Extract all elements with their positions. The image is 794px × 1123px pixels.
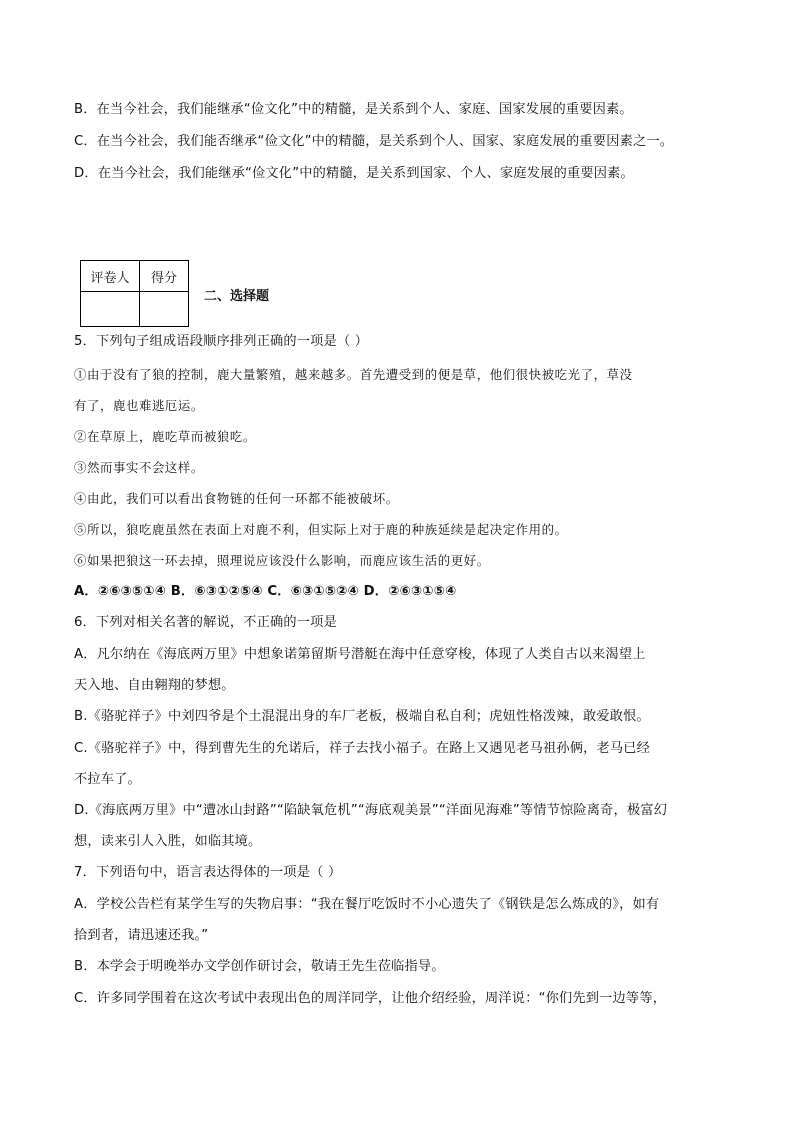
score-cell <box>140 292 189 327</box>
q6-option-a1: A．凡尔纳在《海底两万里》中想象诺第留斯号潜艇在海中任意穿梭，体现了人类自古以来渴望上 <box>74 647 646 662</box>
score-table <box>80 260 189 327</box>
q5-sentence-4: ④由此，我们可以看出食物链的任何一环都不能被破坏。 <box>74 491 399 506</box>
section-title: 二、选择题 <box>204 289 270 304</box>
q7-option-a1: A．学校公告栏有某学生写的失物启事：“我在餐厅吃饭时不小心遗失了《钢铁是怎么炼成的》，如有 <box>74 897 660 912</box>
score-header: 得分 <box>140 261 189 292</box>
q5-sentence-2: ②在草原上，鹿吃草而被狼吃。 <box>74 429 256 444</box>
q5-sentence-6: ⑥如果把狼这一环去掉，照理说应该没什么影响，而鹿应该生活的更好。 <box>74 553 490 568</box>
q7-option-c1: C．许多同学围着在这次考试中表现出色的周洋同学，让他介绍经验，周洋说：“你们先到一边等等， <box>74 991 667 1006</box>
q6-option-d2: 想，读来引人入胜，如临其境。 <box>74 834 262 849</box>
q5-stem: 5．下列句子组成语段顺序排列正确的一项是（ ） <box>74 334 369 349</box>
q5-sentence-5: ⑤所以，狼吃鹿虽然在表面上对鹿不利，但实际上对于鹿的种族延续是起决定作用的。 <box>74 522 568 537</box>
grader-header: 评卷人 <box>81 261 140 292</box>
q7-stem: 7．下列语句中，语言表达得体的一项是（ ） <box>74 865 342 880</box>
q5-sentence-3: ③然而事实不会这样。 <box>74 460 204 475</box>
q6-option-c1: C.《骆驼祥子》中，得到曹先生的允诺后，祥子去找小福子。在路上又遇见老马祖孙俩，老马已经 <box>74 741 651 756</box>
prev-option-c: C．在当今社会，我们能否继承“俭文化”中的精髓，是关系到个人、国家、家庭发展的重要因素之一。 <box>74 134 674 149</box>
q6-option-a2: 天入地、自由翱翔的梦想。 <box>74 678 235 693</box>
q5-sentence-1a: ①由于没有了狼的控制，鹿大量繁殖，越来越多。首先遭受到的便是草，他们很快被吃光了，草没 <box>74 367 633 382</box>
q7-option-b: B．本学会于明晚举办文学创作研讨会，敬请王先生莅临指导。 <box>74 959 445 974</box>
prev-option-b: B．在当今社会，我们能继承“俭文化”中的精髓，是关系到个人、家庭、国家发展的重要因素。 <box>74 102 633 117</box>
prev-option-d: D．在当今社会，我们能继承“俭文化”中的精髓，是关系到国家、个人、家庭发展的重要因素。 <box>74 166 634 181</box>
q6-stem: 6．下列对相关名著的解说，不正确的一项是 <box>74 615 337 630</box>
q7-option-a2: 拾到者，请迅速还我。” <box>74 928 209 943</box>
q6-option-d1: D.《海底两万里》中“遭冰山封路”“陷缺氧危机”“海底观美景”“洋面见海难”等情节惊险离奇，极富幻 <box>74 803 668 818</box>
grader-cell <box>81 292 140 327</box>
q6-option-b: B.《骆驼祥子》中刘四爷是个土混混出身的车厂老板，极端自私自利；虎妞性格泼辣，敢爱敢恨。 <box>74 709 650 724</box>
q6-option-c2: 不拉车了。 <box>74 772 141 787</box>
q5-options: A．②⑥③⑤①④ B．⑥③①②⑤④ C．⑥③①⑤②④ D．②⑥③①⑤④ <box>74 584 457 599</box>
q5-sentence-1b: 有了，鹿也难逃厄运。 <box>74 398 204 413</box>
